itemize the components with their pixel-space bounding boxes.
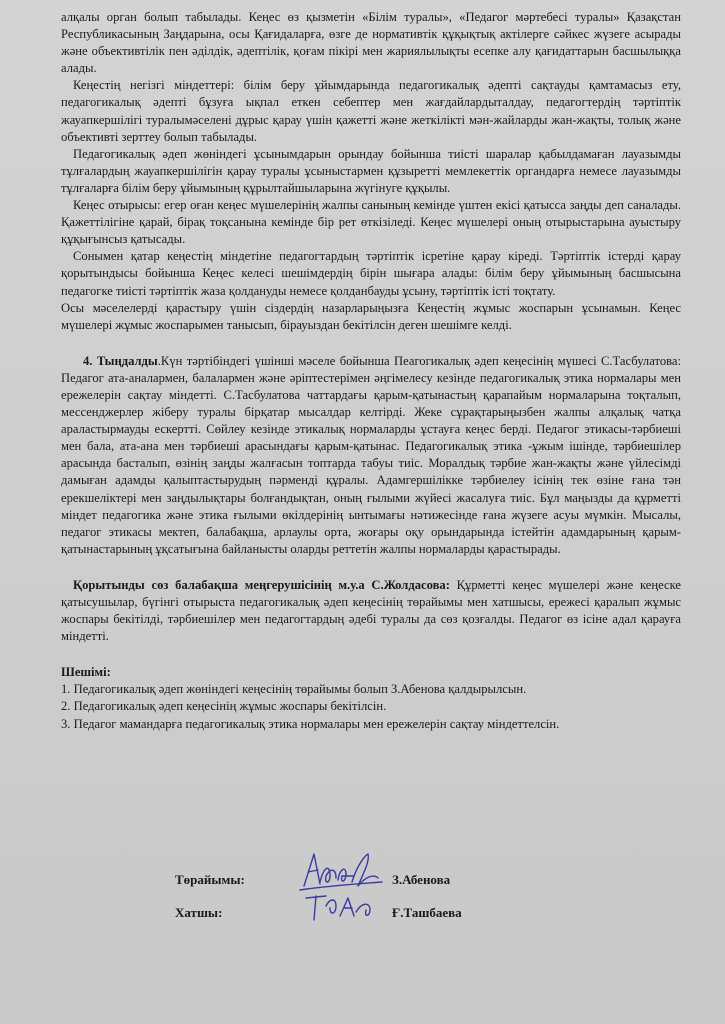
decision-item: 1. Педагогикалық әдеп жөніндегі кеңесінің төрайымы болып З.Абенова қалдырылсын. bbox=[61, 682, 527, 697]
decision-item: 3. Педагог мамандарға педагогикалық этика нормалары мен ережелерін сақтау міндеттелсін. bbox=[61, 716, 560, 731]
paragraph-3: Педагогикалық әдеп жөніндегі ұсынымдарын орындау бойынша тиісті шаралар қабылдамаған лауазымды тұлғалардың жауапкершілігін қарау туралы ұсыныстармен құзыретті мемлекеттік органдарға немесе лауазымды тұлғаларға білім беру ұйымының құрылтайшыларына жүгінуге құқылы. bbox=[61, 146, 681, 195]
paragraph-6: Осы мәселелерді қарастыру үшін сіздердің назарларыңызға Кеңестің жұмыс жоспарын ұсынамын. Кеңес мүшелері жұмыс жоспарымен танысып, бірауыздан бекітілсін деген шешімге келді. bbox=[61, 300, 681, 332]
paragraph-2: Кеңестің негізгі міндеттері: білім беру ұйымдарында педагогикалық әдепті сақтауды қамтамасыз ету, педагогикалық әдепті бұзуға ықпал еткен себептер мен жағдайлардыталдау, педагогтердің тәртіптік жауапкершілігі туралымәселені дұрыс қарау үшін қажетті және жеткілікті мән-жайларды жан-жақты, толық және объективті зерттеу болып табылады. bbox=[61, 78, 681, 144]
handwritten-signature bbox=[296, 846, 386, 924]
chair-label: Төрайымы: bbox=[175, 872, 245, 887]
decision-section bbox=[61, 664, 681, 732]
document-body bbox=[61, 9, 681, 733]
heard-text: .Күн тәртібіндегі үшінші мәселе бойынша Пеагогикалық әдеп кеңесінің мүшесі С.Тасбулатова: Педагог ата-аналармен, балалармен және әріптестерімен әңгімелесу кезінде педагогикалық этика нормалары мен ережелерін сақтау міндетті. С.Тасбулатова чаттардағы қарым-қатынастың қарапайым нормаларына тоқталып, мессенджерлер жіберу туралы бірқатар мысалдар келтірді. Жеке сұрақтарыңызбен жалпы алқалық чатқа араластырмауды ескертті. Сөйлеу кезінде этикалық нормаларды ұстауға кеңес берді. Педагог этикасы-тәрбиеші мен бала, ата-ана мен тәрбиеші арасындағы қарым-қатынас. Педагогикалық этика -ұжым ішінде, тәрбиешілер арасында басталып, өзінің заңды жалғасын топтарда табуы тиіс. Моралдық тәрбие жан-жақты және үйлесімді дамыған адамды қалыптастырудың пәрменді құралы. Адамгершілікке тәрбиелеу ісінің тек өзіне ғана тән ерекшеліктері мен заңдылықтары болғандықтан, оның ғылыми жүйесі жасалуға тиіс. Бұл маңызды да құрметті міндет педагогика және этика ғылыми өкілдерінің ынтымағы нәтижесінде ғана жүзеге асуы мүмкін. Мысалы, педагог этикасы мектеп, балабақша, арлаулы орта, жоғары оқу орындарында істейтін адамдарының қарым-қатынастарының ұқсатығына байланысты оларды реттетін жалпы нормаларды қарастырады. bbox=[61, 353, 681, 556]
conclusion-text: Құрметті кеңес мүшелері және кеңеске қатысушылар, бүгінгі отырыста педагогикалық әдеп кеңесінің төрайымы мен хатшысы, ережесі қаралып жұмыс жоспары бекітілді, тәрбиешілер мен педагогтардың әдебі туралы да сөз қозғалды. Педагог өз ісіне адал қарауға міндетті. bbox=[61, 577, 681, 644]
secretary-label: Хатшы: bbox=[175, 905, 223, 920]
decision-title: Шешімі: bbox=[61, 665, 111, 680]
paragraph-1: алқалы орган болып табылады. Кеңес өз қызметін «Білім туралы», «Педагог мәртебесі туралы» Қазақстан Республикасының Заңдарына, осы Қағидаларға, өзге де нормативтік құқықтық актілерге сәйкес жүзеге асырады және объективтілік пен әділдік, әдептілік, қоғам пікірі мен жариялылықты есепке алу қағидаттарын басшылыққа алады. bbox=[61, 10, 681, 76]
paragraph-4: Кеңес отырысы: егер оған кеңес мүшелерінің жалпы санының кемінде үштен екісі қатысса заңды деп саналады. Қажеттілігіне қарай, бірақ тоқсанына кемінде бір рет өткізіледі. Кеңес мүшелері оның отырыстарына ауыстыру құқығынсыз қатысады. bbox=[61, 198, 681, 247]
paragraph-heard bbox=[61, 353, 681, 558]
heard-heading: 4. Тыңдалды bbox=[83, 353, 158, 368]
conclusion-heading: Қорытынды сөз балабақша меңгерушісінің м.у.а С.Жолдасова: bbox=[73, 577, 450, 592]
decision-item: 2. Педагогикалық әдеп кеңесінің жұмыс жоспары бекітілсін. bbox=[61, 699, 387, 714]
secretary-name: Ғ.Ташбаева bbox=[392, 905, 462, 920]
paragraph-5: Сонымен қатар кеңестің міндетіне педагогтардың тәртіптік ісретіне қарау кіреді. Тәртіптік істерді қарау қорытындысы бойынша Кеңес келесі шешімдердің бірін шығара алады: білім беру ұйымының басшысына педагогке тиісті тәртіптік жаза қолдануды немесе қолданбауды ұсыну, тәртіптік істі тоқтату. bbox=[61, 249, 681, 298]
chair-name: З.Абенова bbox=[392, 872, 451, 887]
paragraph-conclusion bbox=[61, 577, 681, 645]
